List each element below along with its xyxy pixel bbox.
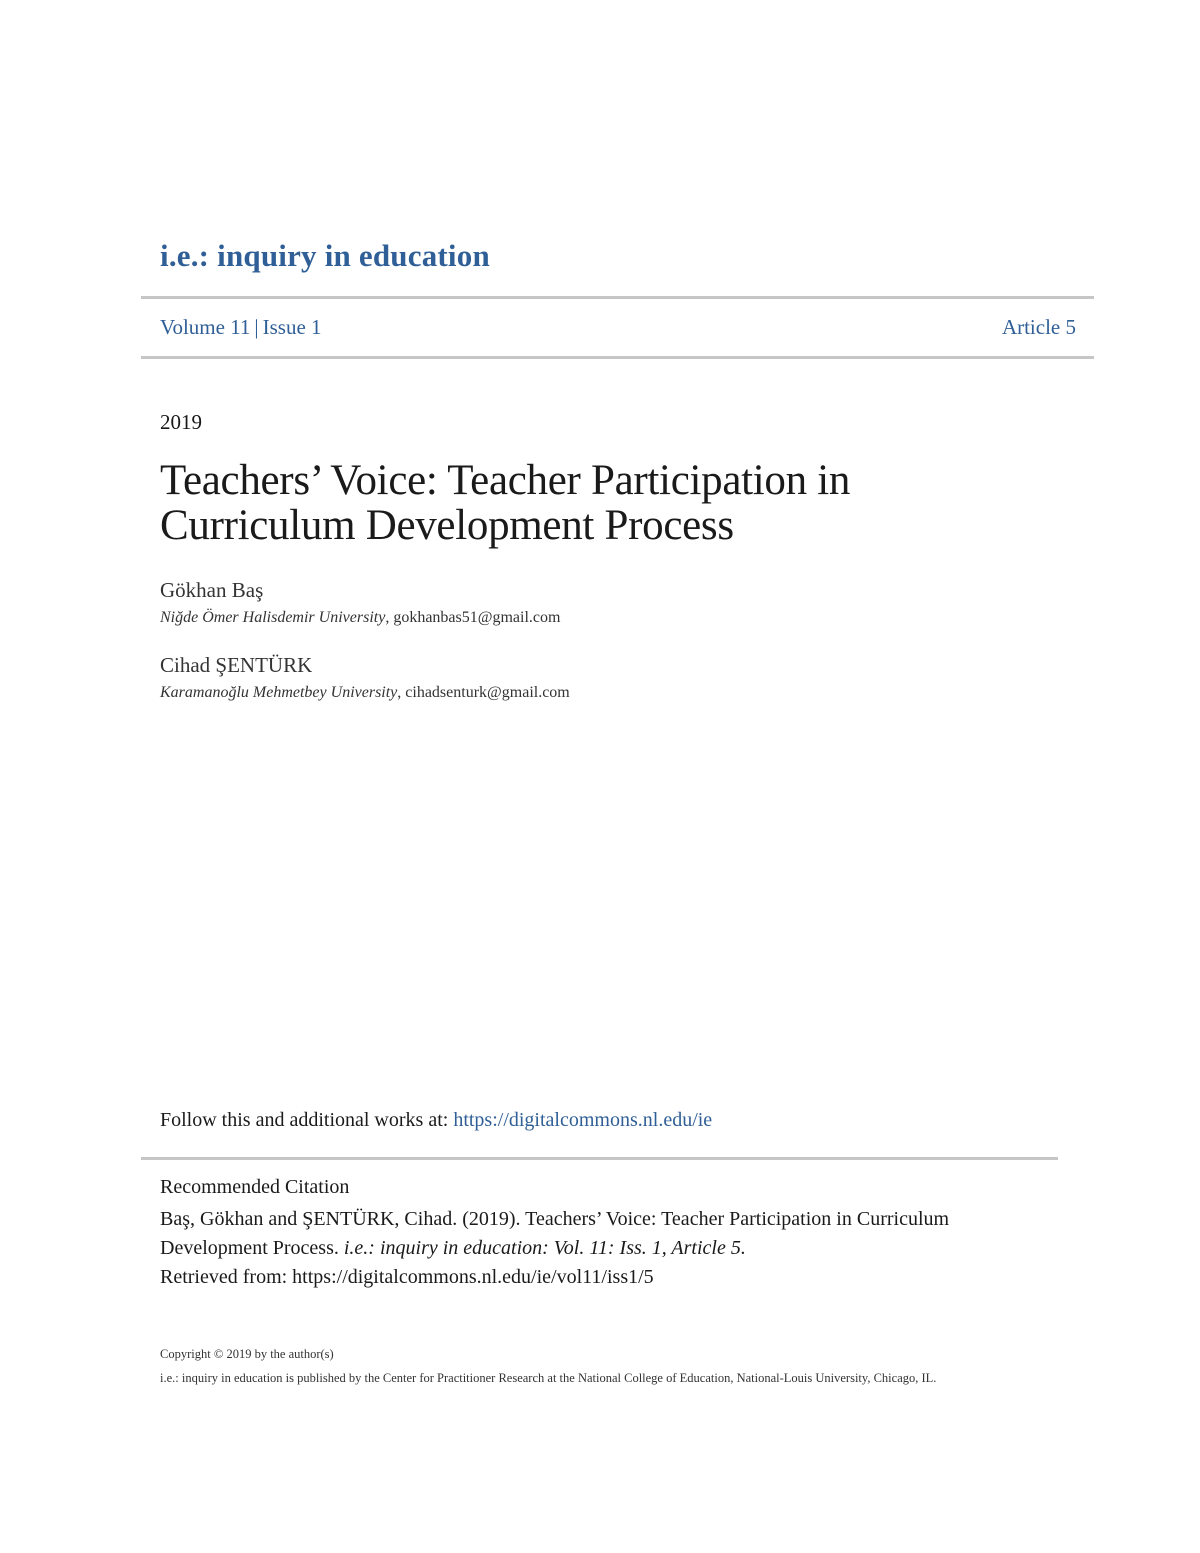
article-link[interactable]: Article 5: [1001, 315, 1076, 339]
follow-label: Follow this and additional works at:: [160, 1109, 454, 1131]
journal-title[interactable]: i.e.: inquiry in education: [160, 238, 490, 273]
header-divider-bottom: [141, 356, 1094, 359]
author-name-2[interactable]: Cihad ŞENTÜRK: [160, 653, 313, 677]
citation-title-end: Development Process.: [160, 1237, 344, 1259]
citation-source: i.e.: inquiry in education: Vol. 11: Iss. 1, Article 5.: [343, 1237, 746, 1259]
issue-separator: |: [254, 315, 259, 339]
issue-line: [160, 315, 322, 340]
citation-line-2: [160, 1234, 1060, 1263]
citation-line-1: Baş, Gökhan and ŞENTÜRK, Cihad. (2019). Teachers’ Voice: Teacher Participation in Curriculum: [160, 1208, 950, 1230]
author-email-1: , gokhanbas51@gmail.com: [385, 609, 561, 626]
author-affiliation-1: [160, 609, 560, 627]
follow-line: [160, 1109, 712, 1132]
author-affiliation-2: [160, 684, 570, 702]
citation-line-3[interactable]: Retrieved from: https://digitalcommons.nl.edu/ie/vol11/iss1/5: [160, 1266, 654, 1288]
header-divider-top: [141, 296, 1094, 299]
volume-link[interactable]: Volume 11: [160, 315, 251, 339]
copyright-line-2: i.e.: inquiry in education is published by the Center for Practitioner Research at the National College of Education, National-Louis University, Chicago, IL.: [160, 1371, 937, 1385]
author-email-2: , cihadsenturk@gmail.com: [397, 684, 570, 701]
author-university-2: Karamanoğlu Mehmetbey University: [160, 684, 398, 701]
citation-divider: [141, 1157, 1058, 1160]
author-name-1[interactable]: Gökhan Baş: [160, 578, 264, 602]
follow-link[interactable]: https://digitalcommons.nl.edu/ie: [453, 1109, 713, 1131]
paper-title: [160, 458, 1060, 548]
citation-body: [160, 1205, 1060, 1292]
citation-heading: Recommended Citation: [160, 1176, 350, 1198]
paper-title-line-2: Curriculum Development Process: [160, 502, 734, 549]
copyright-notice: [160, 1342, 1060, 1390]
publication-year: 2019: [160, 410, 202, 434]
issue-link[interactable]: Issue 1: [262, 315, 322, 339]
copyright-line-1: Copyright © 2019 by the author(s): [160, 1347, 334, 1361]
paper-title-line-1: Teachers’ Voice: Teacher Participation in: [160, 457, 851, 504]
author-university-1: Niğde Ömer Halisdemir University: [160, 609, 386, 626]
